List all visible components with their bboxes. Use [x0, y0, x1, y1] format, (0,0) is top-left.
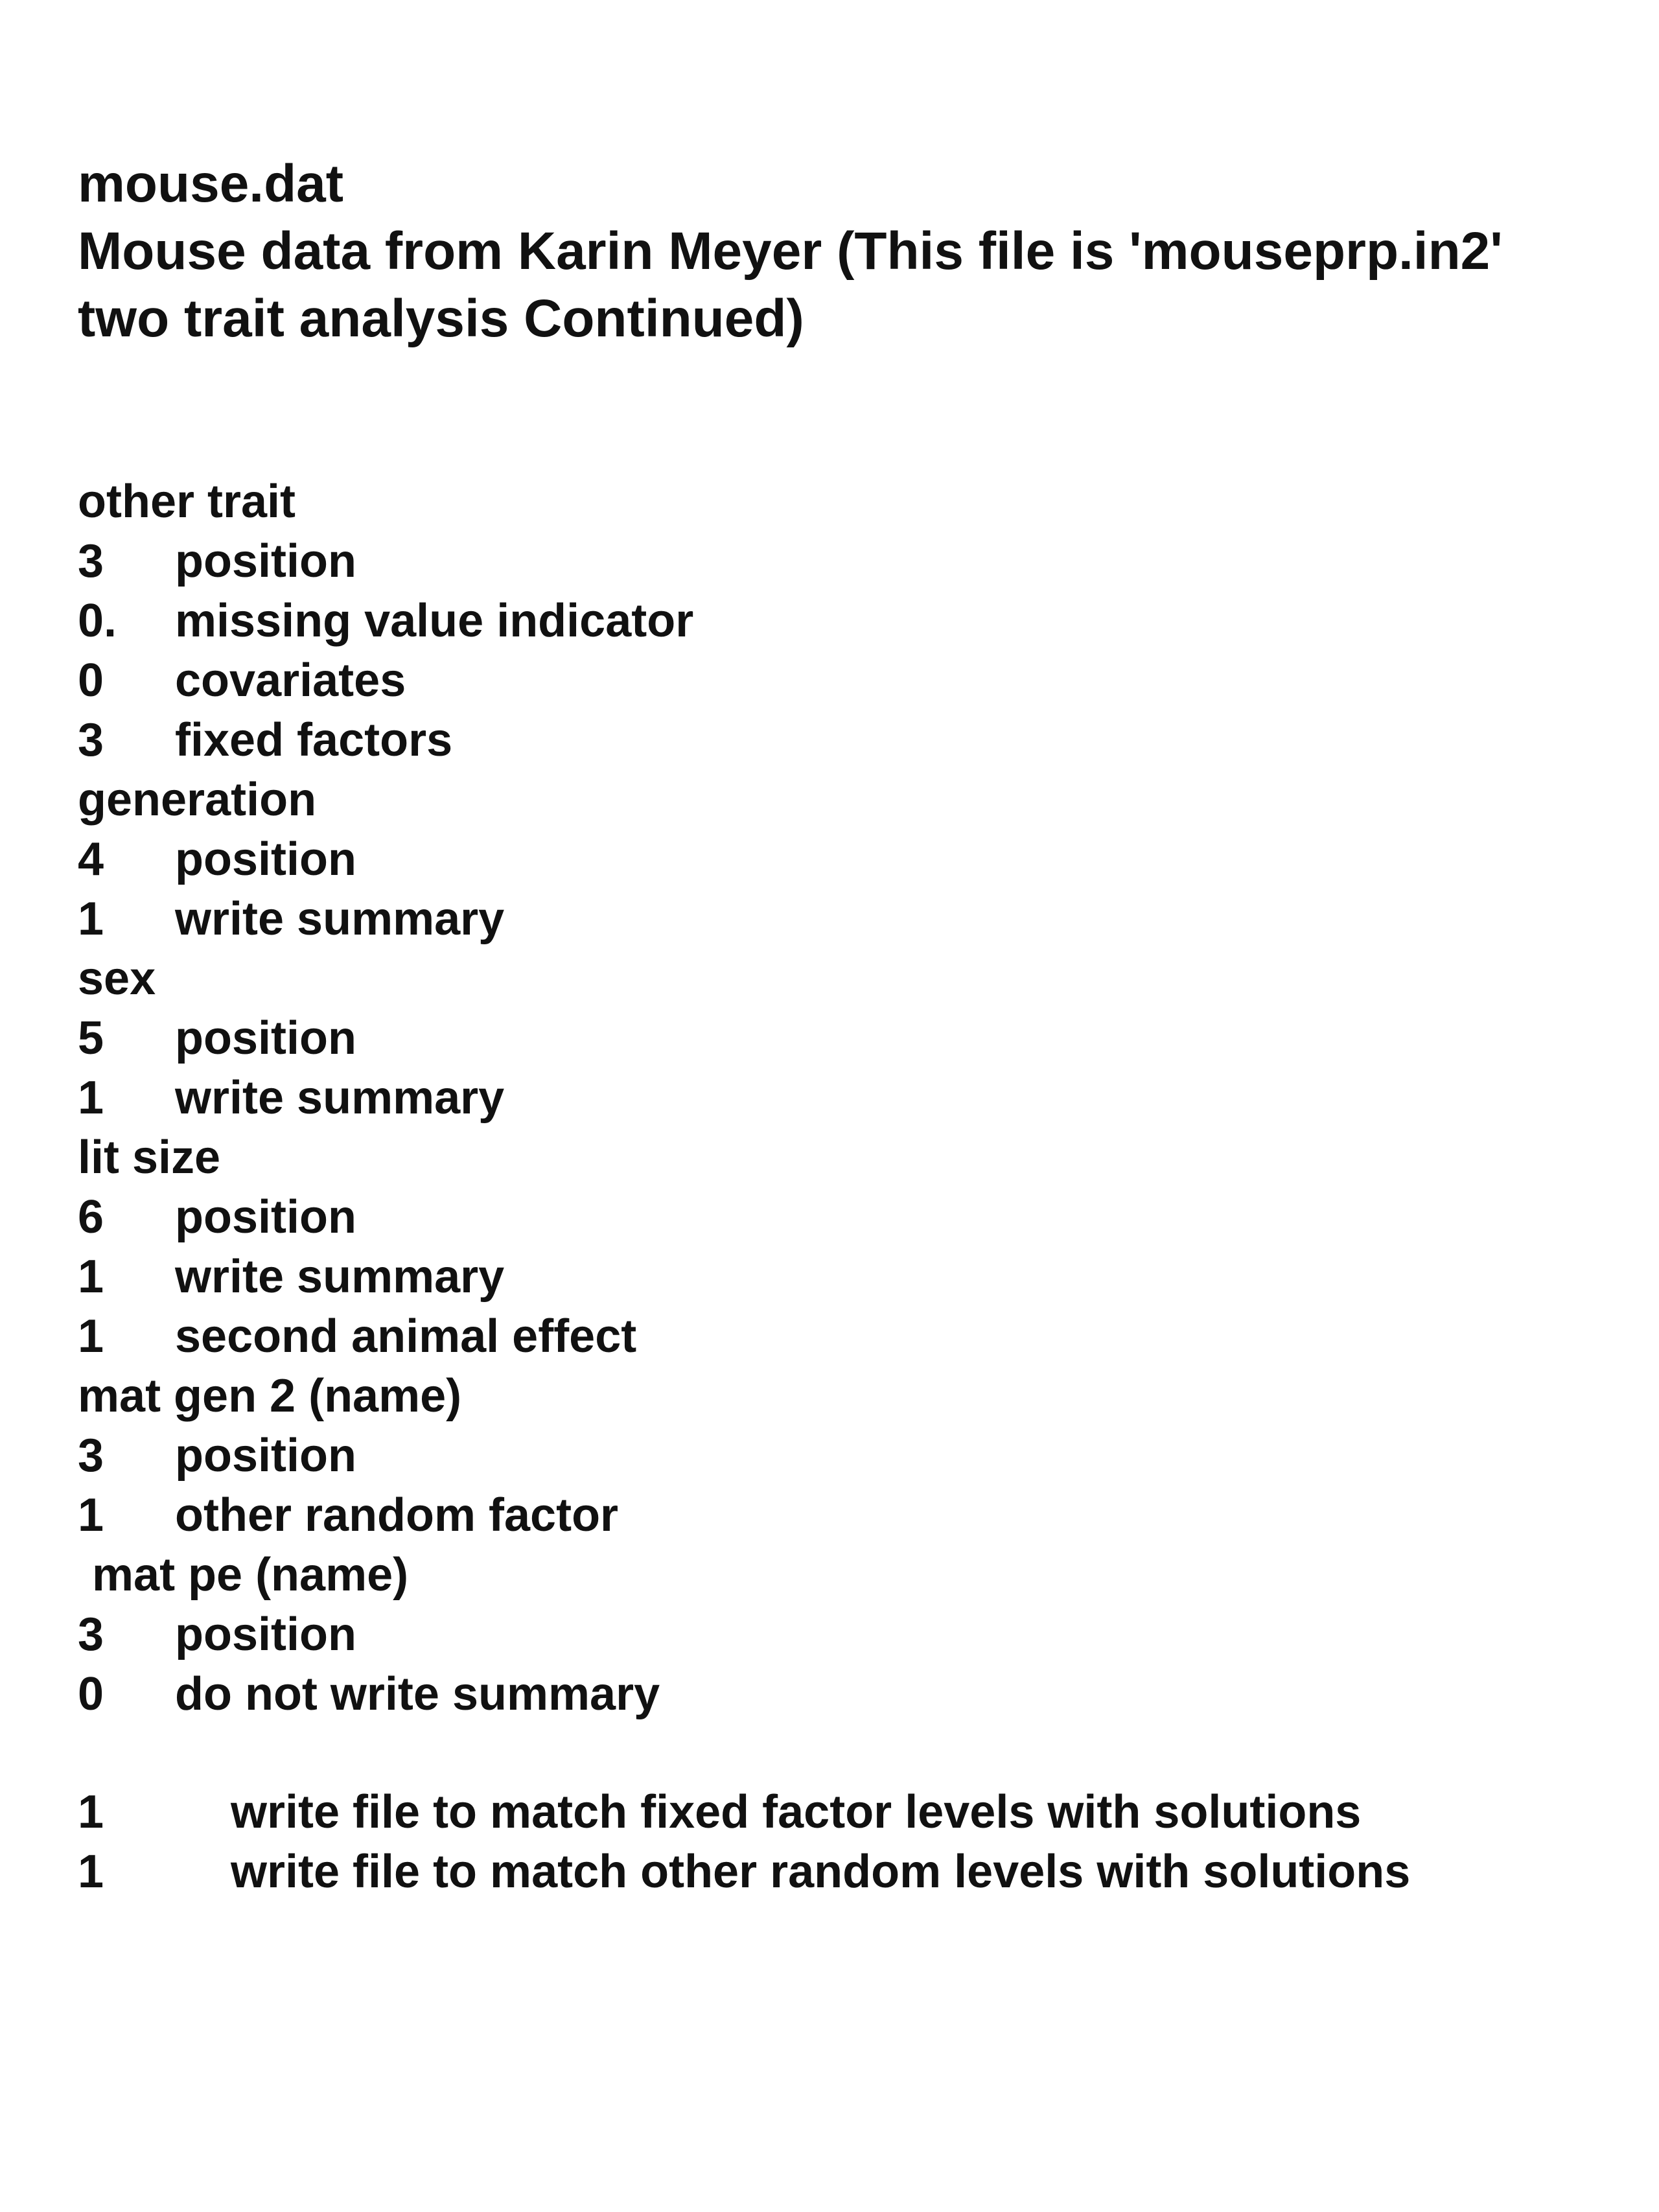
generation-position-value: 4	[78, 833, 104, 885]
random-match-row	[78, 1842, 1633, 1902]
mat-gen-position-label: position	[175, 1430, 356, 1482]
fixed-factors-value: 3	[78, 714, 104, 766]
generation-summary-row	[78, 889, 1633, 949]
sex-summary-value: 1	[78, 1072, 104, 1124]
missing-value-label: missing value indicator	[175, 595, 694, 647]
other-trait-position-label: position	[175, 535, 356, 587]
sex-summary-label: write summary	[175, 1072, 505, 1124]
fixed-match-value: 1	[78, 1786, 104, 1838]
other-trait-heading: other trait	[78, 476, 296, 528]
fixed-factors-label: fixed factors	[175, 714, 453, 766]
mat-pe-summary-label: do not write summary	[175, 1668, 660, 1720]
fixed-match-label: write file to match fixed factor levels with solutions	[231, 1786, 1362, 1838]
lit-size-position-value: 6	[78, 1191, 104, 1243]
mat-pe-position-label: position	[175, 1609, 356, 1660]
missing-value: 0.	[78, 595, 117, 647]
missing-value-row	[78, 591, 1633, 651]
mat-pe-summary-value: 0	[78, 1668, 104, 1720]
generation-summary-value: 1	[78, 893, 104, 945]
second-animal-value: 1	[78, 1310, 104, 1362]
mat-pe-position-value: 3	[78, 1609, 104, 1660]
generation-position-row	[78, 830, 1633, 889]
mat-gen-heading: mat gen 2 (name)	[78, 1370, 462, 1422]
second-animal-row	[78, 1307, 1633, 1366]
generation-summary-label: write summary	[175, 893, 505, 945]
other-random-label: other random factor	[175, 1489, 619, 1541]
covariates-label: covariates	[175, 655, 406, 706]
random-match-value: 1	[78, 1846, 104, 1898]
sex-position-row	[78, 1008, 1633, 1068]
lit-size-heading: lit size	[78, 1132, 221, 1183]
fixed-factors-row	[78, 710, 1633, 770]
lit-size-position-label: position	[175, 1191, 356, 1243]
second-animal-label: second animal effect	[175, 1310, 637, 1362]
description-line-2: two trait analysis Continued)	[78, 289, 804, 348]
lit-size-summary-label: write summary	[175, 1251, 505, 1303]
sex-heading: sex	[78, 953, 156, 1005]
sex-summary-row	[78, 1068, 1633, 1128]
lit-size-summary-row	[78, 1247, 1633, 1307]
parameter-list	[78, 472, 1633, 1724]
document-header	[78, 150, 1633, 353]
mat-gen-position-row	[78, 1426, 1633, 1485]
other-random-row	[78, 1485, 1633, 1545]
mat-pe-heading: mat pe (name)	[92, 1549, 409, 1601]
generation-position-label: position	[175, 833, 356, 885]
description-line-1: Mouse data from Karin Meyer (This file is 'mouseprp.in2'	[78, 222, 1503, 281]
lit-size-position-row	[78, 1187, 1633, 1247]
output-flags	[78, 1782, 1633, 1902]
covariates-value: 0	[78, 655, 104, 706]
other-random-value: 1	[78, 1489, 104, 1541]
random-match-label: write file to match other random levels with solutions	[231, 1846, 1411, 1898]
mat-gen-position-value: 3	[78, 1430, 104, 1482]
lit-size-summary-value: 1	[78, 1251, 104, 1303]
generation-heading: generation	[78, 774, 317, 826]
mat-pe-summary-row	[78, 1664, 1633, 1724]
other-trait-position-value: 3	[78, 535, 104, 587]
mat-pe-position-row	[78, 1605, 1633, 1664]
fixed-match-row	[78, 1782, 1633, 1842]
covariates-row	[78, 651, 1633, 710]
file-name: mouse.dat	[78, 154, 344, 213]
sex-position-label: position	[175, 1012, 356, 1064]
other-trait-position-row	[78, 531, 1633, 591]
sex-position-value: 5	[78, 1012, 104, 1064]
